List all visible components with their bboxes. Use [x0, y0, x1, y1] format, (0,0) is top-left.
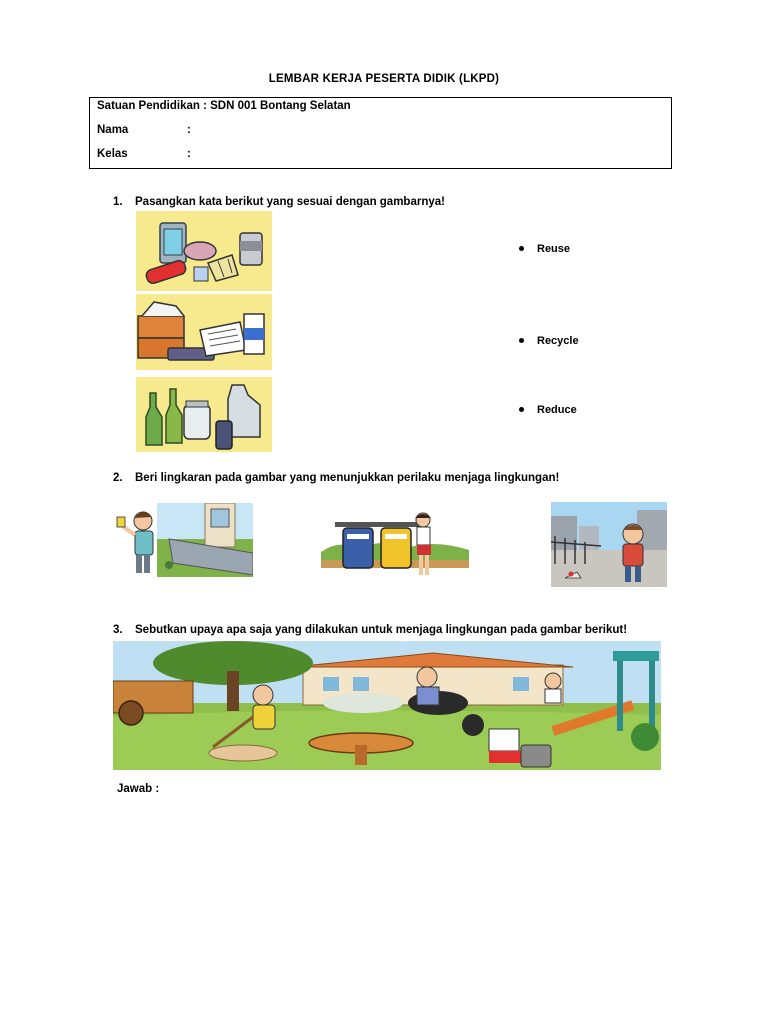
name-label: Nama — [97, 124, 129, 136]
question-1-text: Pasangkan kata berikut yang sesuai dengan gambarnya! — [135, 196, 445, 208]
name-colon: : — [187, 124, 191, 136]
option-label: Reduce — [537, 404, 577, 416]
option-recycle — [519, 335, 579, 347]
bullet-icon — [519, 407, 524, 412]
crying-boy-picture — [551, 502, 667, 587]
question-2-number: 2. — [113, 472, 123, 484]
cans-picture — [136, 211, 272, 291]
question-2 — [113, 472, 559, 484]
schoolyard-cleaning-picture — [113, 641, 661, 770]
option-label: Reuse — [537, 243, 571, 255]
name-row — [97, 124, 191, 136]
bottles-picture — [136, 377, 272, 452]
class-colon: : — [187, 148, 191, 160]
class-label: Kelas — [97, 148, 128, 160]
school-row — [97, 100, 351, 112]
question-3-number: 3. — [113, 624, 123, 636]
identity-box — [89, 97, 672, 169]
littering-boy-picture — [113, 503, 253, 579]
page-title: LEMBAR KERJA PESERTA DIDIK (LKPD) — [268, 73, 500, 85]
bullet-icon — [519, 246, 524, 251]
bullet-icon — [519, 338, 524, 343]
option-reduce — [519, 404, 577, 416]
answer-label: Jawab : — [117, 783, 160, 795]
paper-boxes-picture — [136, 294, 272, 370]
option-reuse — [519, 243, 570, 255]
question-1 — [113, 196, 445, 208]
question-3-text: Sebutkan upaya apa saja yang dilakukan untuk menjaga lingkungan pada gambar berikut! — [135, 624, 628, 636]
question-2-text: Beri lingkaran pada gambar yang menunjukkan perilaku menjaga lingkungan! — [135, 472, 560, 484]
option-label: Recycle — [537, 335, 579, 347]
class-row — [97, 148, 191, 160]
school-label: Satuan Pendidikan : SDN 001 Bontang Selatan — [97, 100, 351, 112]
question-3 — [113, 624, 627, 636]
question-1-number: 1. — [113, 196, 123, 208]
trash-bins-picture — [321, 510, 469, 580]
